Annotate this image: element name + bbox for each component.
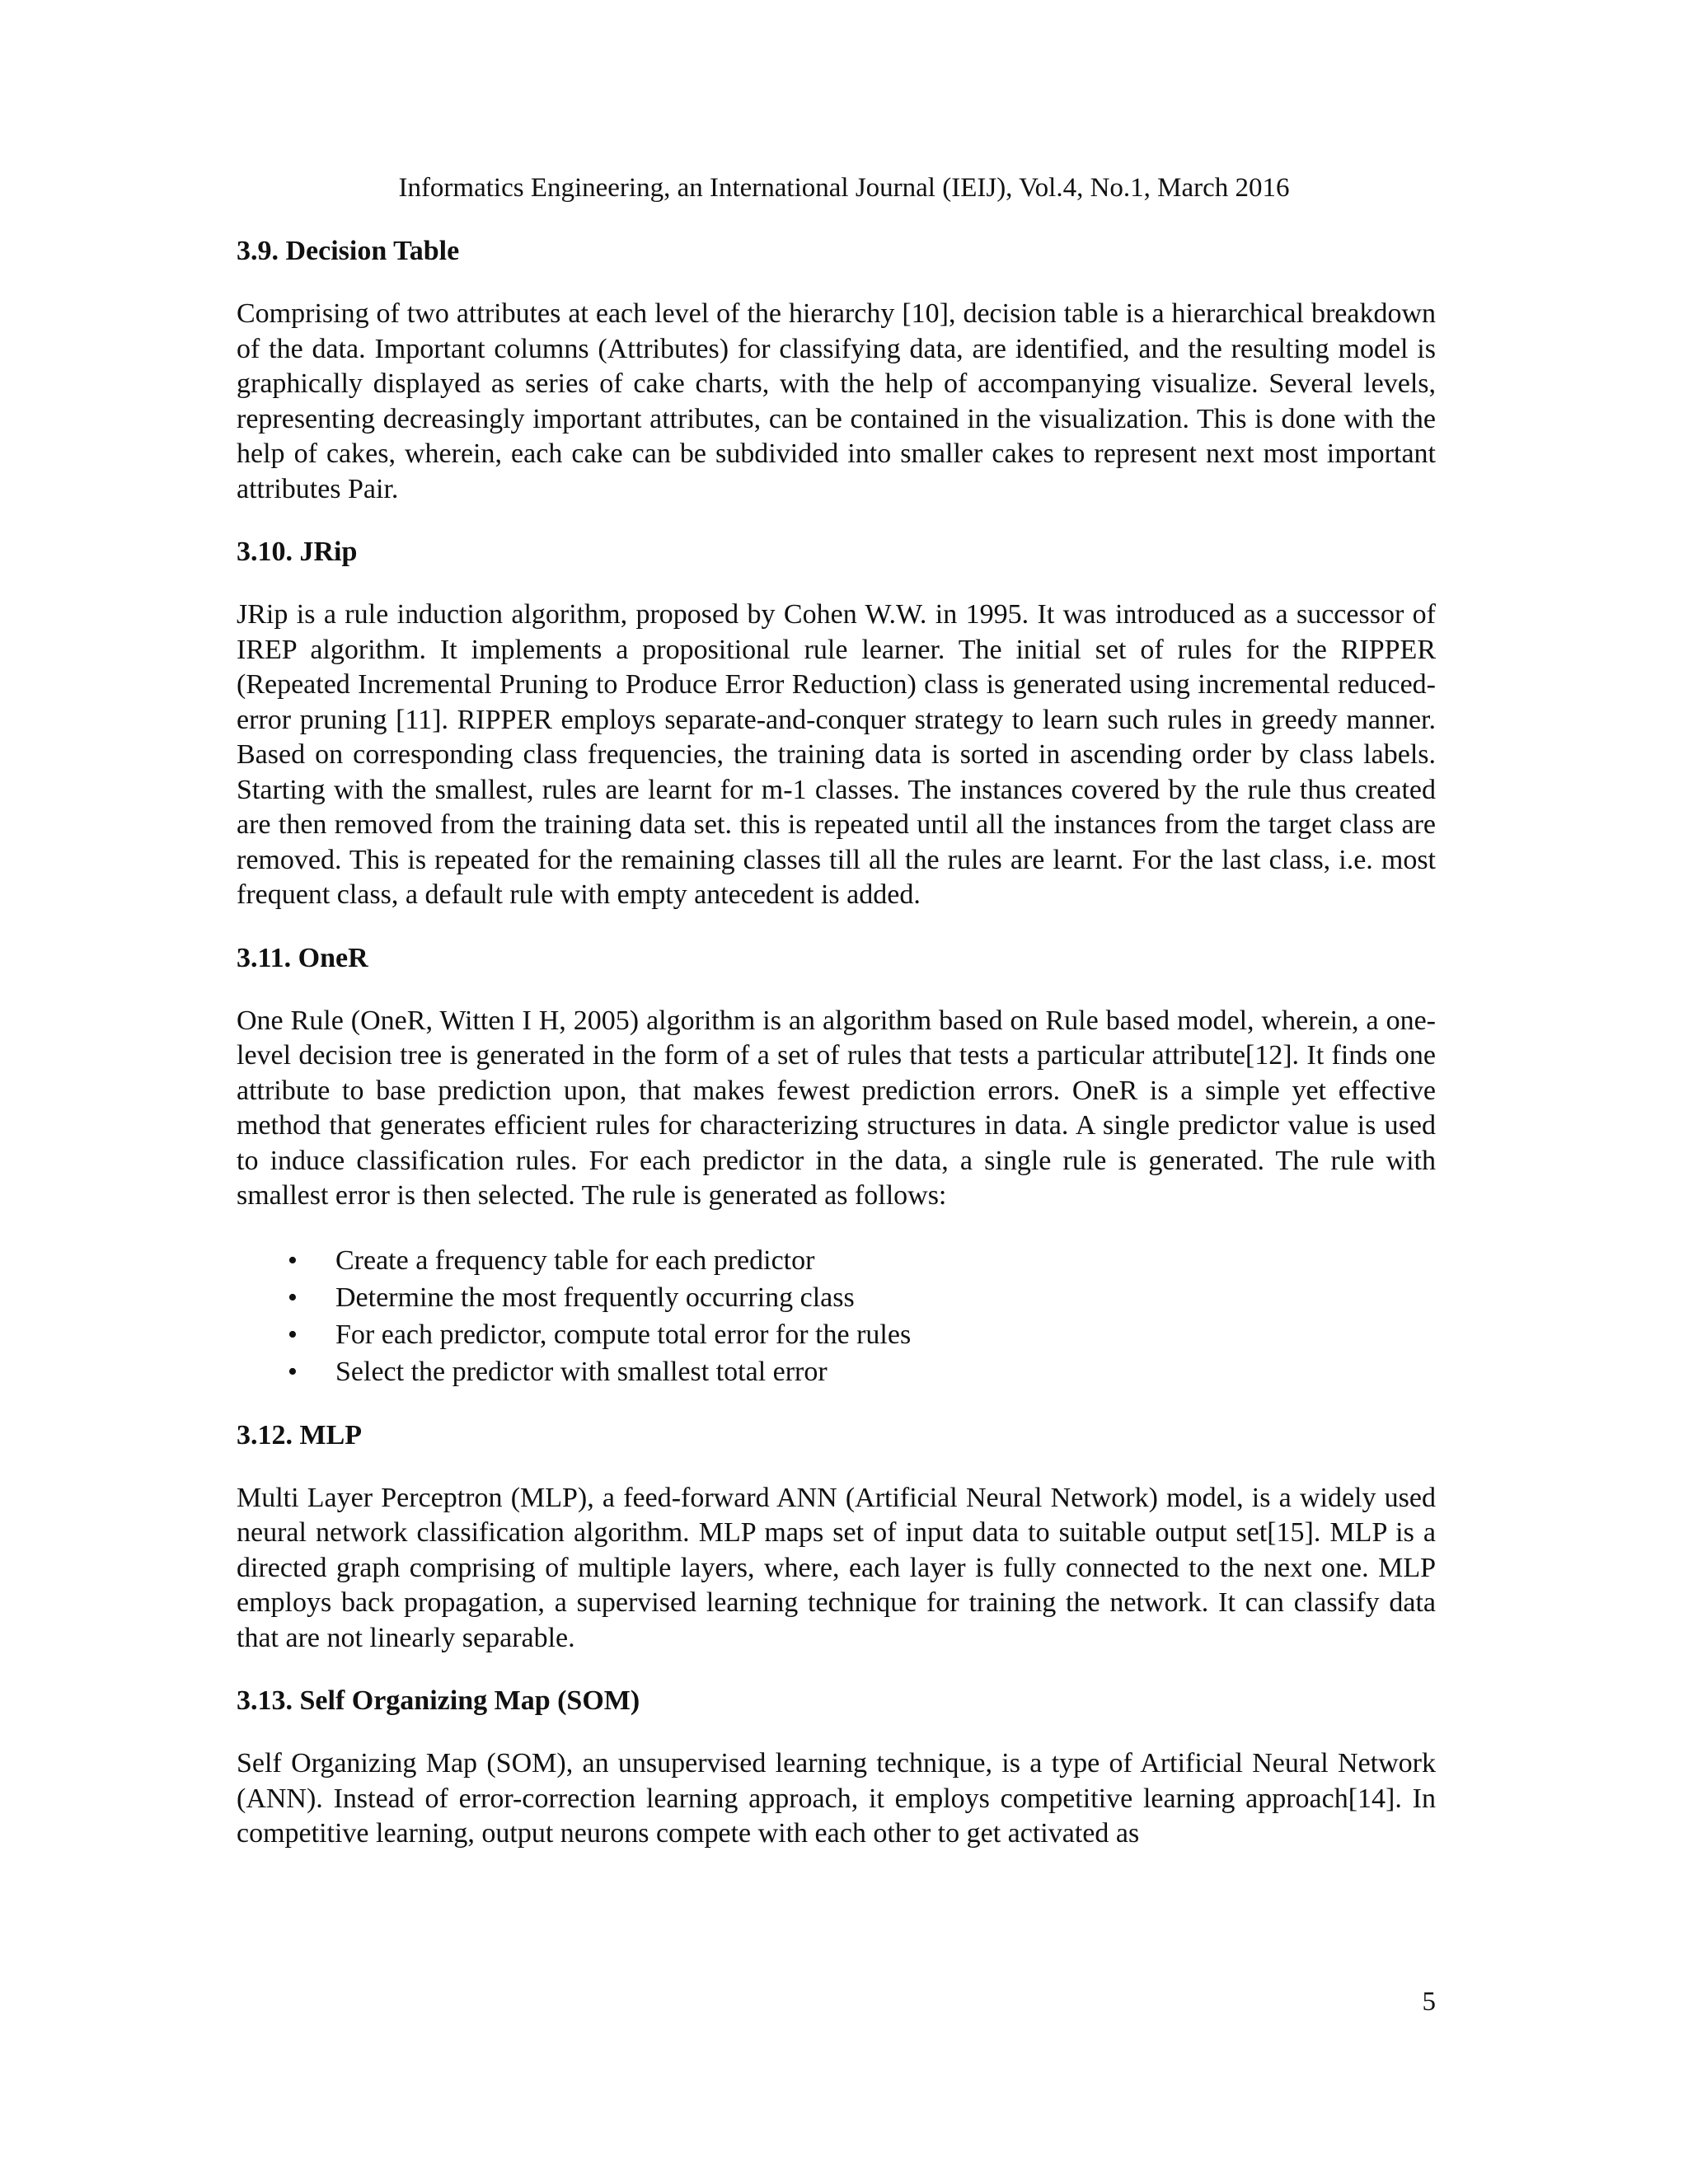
list-item-text: Select the predictor with smallest total error [335,1356,828,1387]
oner-steps-list [237,1242,1436,1390]
bullet-icon: • [288,1244,298,1276]
bullet-icon: • [288,1282,298,1313]
list-item-text: Create a frequency table for each predictor [335,1244,815,1276]
list-item-text: For each predictor, compute total error for the rules [335,1319,912,1350]
section-paragraph: One Rule (OneR, Witten I H, 2005) algorithm is an algorithm based on Rule based model, wherein, a one-level decision tree is generated in the form of a set of rules that tests a particular attribute[12]. It finds one attribute to base prediction upon, that makes fewest prediction errors. OneR is a simple yet effective method that generates efficient rules for characterizing structures in data. A single predictor value is used to induce classification rules. For each predictor in the data, a single rule is generated. The rule with smallest error is then selected. The rule is generated as follows: [237,1005,1436,1211]
list-item [288,1316,1436,1353]
list-item-text: Determine the most frequently occurring class [335,1282,855,1313]
section-paragraph: Multi Layer Perceptron (MLP), a feed-forward ANN (Artificial Neural Network) model, is a widely used neural network classification algorithm. MLP maps set of input data to suitable output set[15]. MLP is a directed graph comprising of multiple layers, where, each layer is fully connected to the next one. MLP employs back propagation, a supervised learning technique for training the network. It can classify data that are not linearly separable. [237,1482,1436,1653]
bullet-icon: • [288,1356,298,1387]
list-item [288,1353,1436,1390]
section-jrip [237,535,1436,913]
section-decision-table [237,234,1436,507]
section-som [237,1684,1436,1852]
section-paragraph: Comprising of two attributes at each level of the hierarchy [10], decision table is a hierarchical breakdown of the data. Important columns (Attributes) for classifying data, are identified, and the resulting model is graphically displayed as series of cake charts, with the help of accompanying visualize. Several levels, representing decreasingly important attributes, can be contained in the visualization. This is done with the help of cakes, wherein, each cake can be subdivided into smaller cakes to represent next most important attributes Pair. [237,298,1436,504]
section-heading: 3.12. MLP [237,1419,363,1451]
section-oner [237,941,1436,1390]
section-heading: 3.9. Decision Table [237,236,460,266]
bullet-icon: • [288,1319,298,1350]
section-heading: 3.13. Self Organizing Map (SOM) [237,1685,640,1716]
section-heading: 3.10. JRip [237,537,358,567]
page-number: 5 [1422,1987,1436,2017]
running-header: Informatics Engineering, an International Journal (IEIJ), Vol.4, No.1, March 2016 [398,173,1290,203]
section-mlp [237,1418,1436,1657]
section-paragraph: JRip is a rule induction algorithm, proposed by Cohen W.W. in 1995. It was introduced as a successor of IREP algorithm. It implements a propositional rule learner. The initial set of rules for the RIPPER (Repeated Incremental Pruning to Produce Error Reduction) class is generated using incremental reduced-error pruning [11]. RIPPER employs separate-and-conquer strategy to learn such rules in greedy manner. Based on corresponding class frequencies, the training data is sorted in ascending order by class labels. Starting with the smallest, rules are learnt for m-1 classes. The instances covered by the rule thus created are then removed from the training data set. this is repeated until all the instances from the target class are removed. This is repeated for the remaining classes till all the rules are learnt. For the last class, i.e. most frequent class, a default rule with empty antecedent is added. [237,599,1436,910]
section-paragraph: Self Organizing Map (SOM), an unsupervised learning technique, is a type of Artificial Neural Network (ANN). Instead of error-correction learning approach, it employs competitive learning approach[14]. In competitive learning, output neurons compete with each other to get activated as [237,1748,1436,1849]
list-item [288,1242,1436,1279]
list-item [288,1279,1436,1316]
section-heading: 3.11. OneR [237,942,368,973]
main-content [237,234,1436,1880]
